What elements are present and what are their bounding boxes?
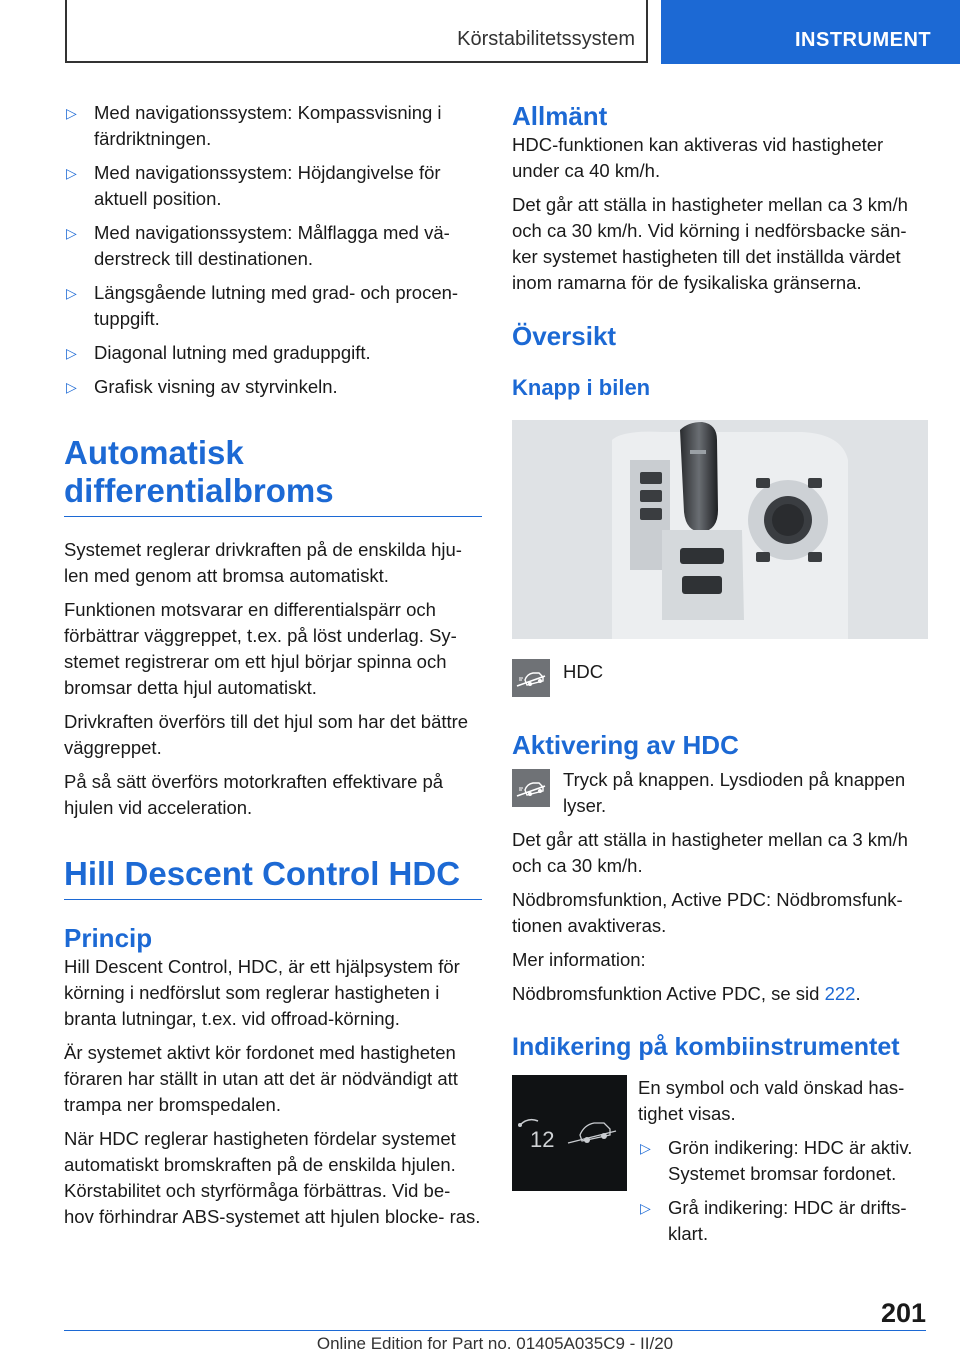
bullet-triangle-icon: ▷ (66, 225, 77, 241)
heading-hill-descent-control: Hill Descent Control HDC (64, 855, 482, 900)
heading-allmant: Allmänt (512, 101, 608, 131)
heading-automatic-differential-brake: Automatisk differentialbroms (64, 434, 482, 517)
paragraph: Är systemet aktivt kör fordonet med hastigheten föraren har ställt in utan att det är nödvändigt att trampa ner bromspedalen. (64, 1042, 458, 1115)
paragraph: På så sätt överförs motorkraften effektivare på hjulen vid acceleration. (64, 771, 444, 818)
page-number: 201 (880, 1298, 926, 1328)
instrument-cluster-image (512, 1075, 627, 1191)
list-item: ▷ Grön indikering: HDC är aktiv. Systemet bromsar fordonet. (640, 1137, 913, 1184)
footer-divider (64, 1330, 926, 1331)
bullet-triangle-icon: ▷ (66, 285, 77, 301)
edition-note: Online Edition for Part no. 01405A035C9 - II/20 (316, 1334, 674, 1353)
paragraph: Det går att ställa in hastigheter mellan ca 3 km/h och ca 30 km/h. Vid körning i nedförsbacke sän- ker systemet hastigheten till det inställda värdet inom ramarna för de fysikaliska gränserna. (512, 194, 908, 293)
bullet-triangle-icon: ▷ (66, 345, 77, 361)
hdc-icon-row (512, 659, 928, 719)
indikering-text (638, 1075, 928, 1255)
heading-oversikt: Översikt (512, 321, 617, 351)
indikering-list (638, 1135, 928, 1247)
list-item: ▷ Med navigationssystem: Målflagga med vä- derstreck till destinationen. (66, 222, 450, 269)
list-item: ▷ Grafisk visning av styrvinkeln. (64, 374, 482, 400)
list-item: ▷ Med navigationssystem: Höjdangivelse för aktuell position. (66, 162, 441, 209)
paragraph: När HDC reglerar hastigheten fördelar systemet automatiskt bromskraften på de enskilda hjulen. Körstabilitet och styrförmåga förbättras. Vid be- hov förhindrar ABS-systemet att hjulen blocke- ras. (64, 1128, 481, 1227)
paragraph: Drivkraften överförs till det hjul som har det bättre väggreppet. (64, 711, 469, 758)
feature-list (64, 100, 482, 400)
center-console-photo (512, 420, 928, 639)
list-item: ▷ Diagonal lutning med graduppgift. (64, 340, 482, 366)
hdc-button-icon[interactable] (512, 769, 550, 807)
paragraph: Hill Descent Control, HDC, är ett hjälpsystem för körning i nedförslut som reglerar hastigheten i branta lutningar, t.ex. vid offroad-körning. (64, 956, 460, 1029)
paragraph: Mer information: (512, 949, 646, 970)
heading-knapp-i-bilen: Knapp i bilen (512, 375, 651, 400)
bullet-triangle-icon: ▷ (66, 105, 77, 121)
bullet-triangle-icon: ▷ (66, 165, 77, 181)
heading-princip: Princip (64, 923, 153, 953)
center-console-illustration (512, 420, 928, 639)
activation-instruction (512, 767, 928, 819)
cluster-speed-value: 12 (530, 1127, 555, 1152)
list-item: ▷ Med navigationssystem: Kompassvisning i färdriktningen. (66, 102, 442, 149)
hdc-icon-label: HDC (563, 661, 604, 682)
paragraph: En symbol och vald önskad has- tighet visas. (638, 1077, 905, 1124)
heading-indikering: Indikering på kombiinstrumentet (512, 1033, 900, 1061)
section-title: Körstabilitetssystem (457, 28, 635, 50)
paragraph: Det går att ställa in hastigheter mellan ca 3 km/h och ca 30 km/h. (512, 829, 908, 876)
paragraph: Nödbromsfunktion, Active PDC: Nödbromsfunk- tionen avaktiveras. (512, 889, 903, 936)
paragraph: Funktionen motsvarar en differentialspärr och förbättrar väggreppet, t.ex. på löst underlag. Sy- stemet registrerar om ett hjul börjar spinna och bromsar detta hjul automatiskt. (64, 599, 457, 698)
heading-aktivering: Aktivering av HDC (512, 730, 739, 760)
chapter-tab[interactable]: INSTRUMENT (661, 0, 960, 64)
paragraph: HDC-funktionen kan aktiveras vid hastigheter under ca 40 km/h. (512, 134, 884, 181)
list-item: ▷ Grå indikering: HDC är drifts- klart. (640, 1197, 907, 1244)
cross-reference: Nödbromsfunktion Active PDC, se sid 222. (512, 983, 861, 1004)
indikering-block (512, 1075, 928, 1245)
bullet-triangle-icon: ▷ (640, 1140, 651, 1156)
hdc-icon (512, 659, 550, 697)
bullet-triangle-icon: ▷ (640, 1200, 651, 1216)
bullet-triangle-icon: ▷ (66, 379, 77, 395)
paragraph: Systemet reglerar drivkraften på de enskilda hju- len med genom att bromsa automatiskt. (64, 539, 462, 586)
paragraph: Tryck på knappen. Lysdioden på knappen lyser. (563, 769, 906, 816)
page-link-222[interactable]: 222 (824, 983, 856, 1004)
list-item: ▷ Längsgående lutning med grad- och procen- tuppgift. (66, 282, 459, 329)
right-column (512, 100, 928, 1245)
left-column (64, 100, 482, 1238)
